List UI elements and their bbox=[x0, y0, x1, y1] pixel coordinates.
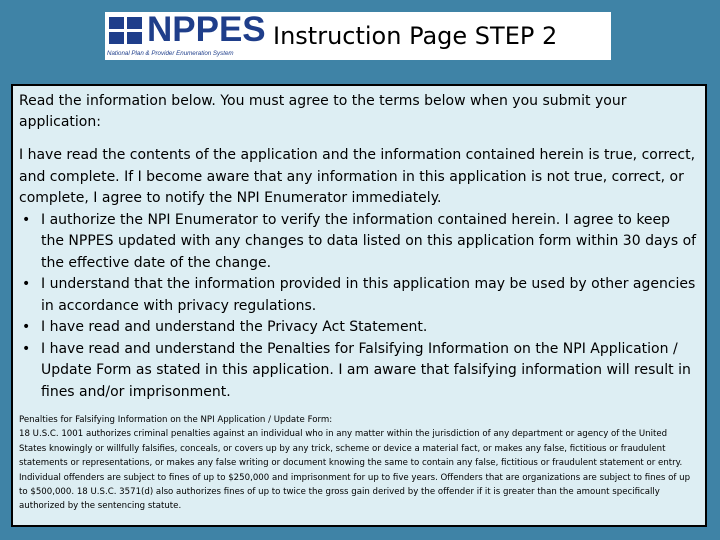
term-text: I understand that the information provided in this application may be used by other agencies in accordance with privacy regulations. bbox=[41, 276, 696, 314]
term-text: I have read and understand the Privacy Act Statement. bbox=[41, 319, 428, 335]
bullet-icon: • bbox=[22, 319, 31, 335]
bullet-icon: • bbox=[22, 276, 31, 292]
certification-statement: I have read the contents of the application and the information contained herein is true, correct, and complete. If I become aware that any information in this application is not true, correct, or complete, I agree to notify the NPI Enumerator immediately. bbox=[19, 147, 696, 206]
header-banner bbox=[105, 12, 611, 60]
footnote-body: 18 U.S.C. 1001 authorizes criminal penalties against an individual who in any matter within the jurisdiction of any department or agency of the United States knowingly or willfully falsifies, conceals, or covers up by any trick, scheme or device a material fact, or makes any false, fictitious or fraudulent statements or representations, or makes any false writing or document knowing the same to contain any false, fictitious or fraudulent statement or entry. Individual offenders are subject to fines of up to $250,000 and imprisonment for up to five years. Offenders that are organizations are subject to fines of up to $500,000. 18 U.S.C. 3571(d) also authorizes fines of up to twice the gross gain derived by the offender if it is greater than the amount specifically authorized by the sentencing statute. bbox=[19, 429, 691, 512]
nppes-logo-icon bbox=[109, 17, 143, 45]
list-item bbox=[19, 210, 697, 275]
list-item bbox=[19, 339, 697, 404]
intro-text: Read the information below. You must agree to the terms below when you submit your application: bbox=[19, 93, 627, 130]
list-item bbox=[19, 274, 697, 317]
bullet-icon: • bbox=[22, 340, 31, 357]
terms-list bbox=[19, 210, 697, 404]
footnote-title: Penalties for Falsifying Information on the NPI Application / Update Form: bbox=[19, 415, 333, 425]
nppes-logo bbox=[107, 10, 272, 58]
page-title: Instruction Page STEP 2 bbox=[273, 22, 558, 50]
term-text: I have read and understand the Penalties for Falsifying Information on the NPI Application / Update Form as stated in this application. I am aware that falsifying information will result in fines and/or imprisonment. bbox=[41, 340, 691, 400]
list-item bbox=[19, 317, 697, 339]
penalties-footnote bbox=[19, 413, 697, 514]
bullet-icon: • bbox=[22, 211, 31, 228]
instruction-panel bbox=[11, 84, 707, 527]
logo-wordmark: NPPES bbox=[147, 10, 266, 49]
term-text: I authorize the NPI Enumerator to verify the information contained herein. I agree to keep the NPPES updated with any changes to data listed on this application form within 30 days of the effective date of the change. bbox=[41, 211, 697, 271]
logo-tagline: National Plan & Provider Enumeration System bbox=[107, 50, 234, 57]
